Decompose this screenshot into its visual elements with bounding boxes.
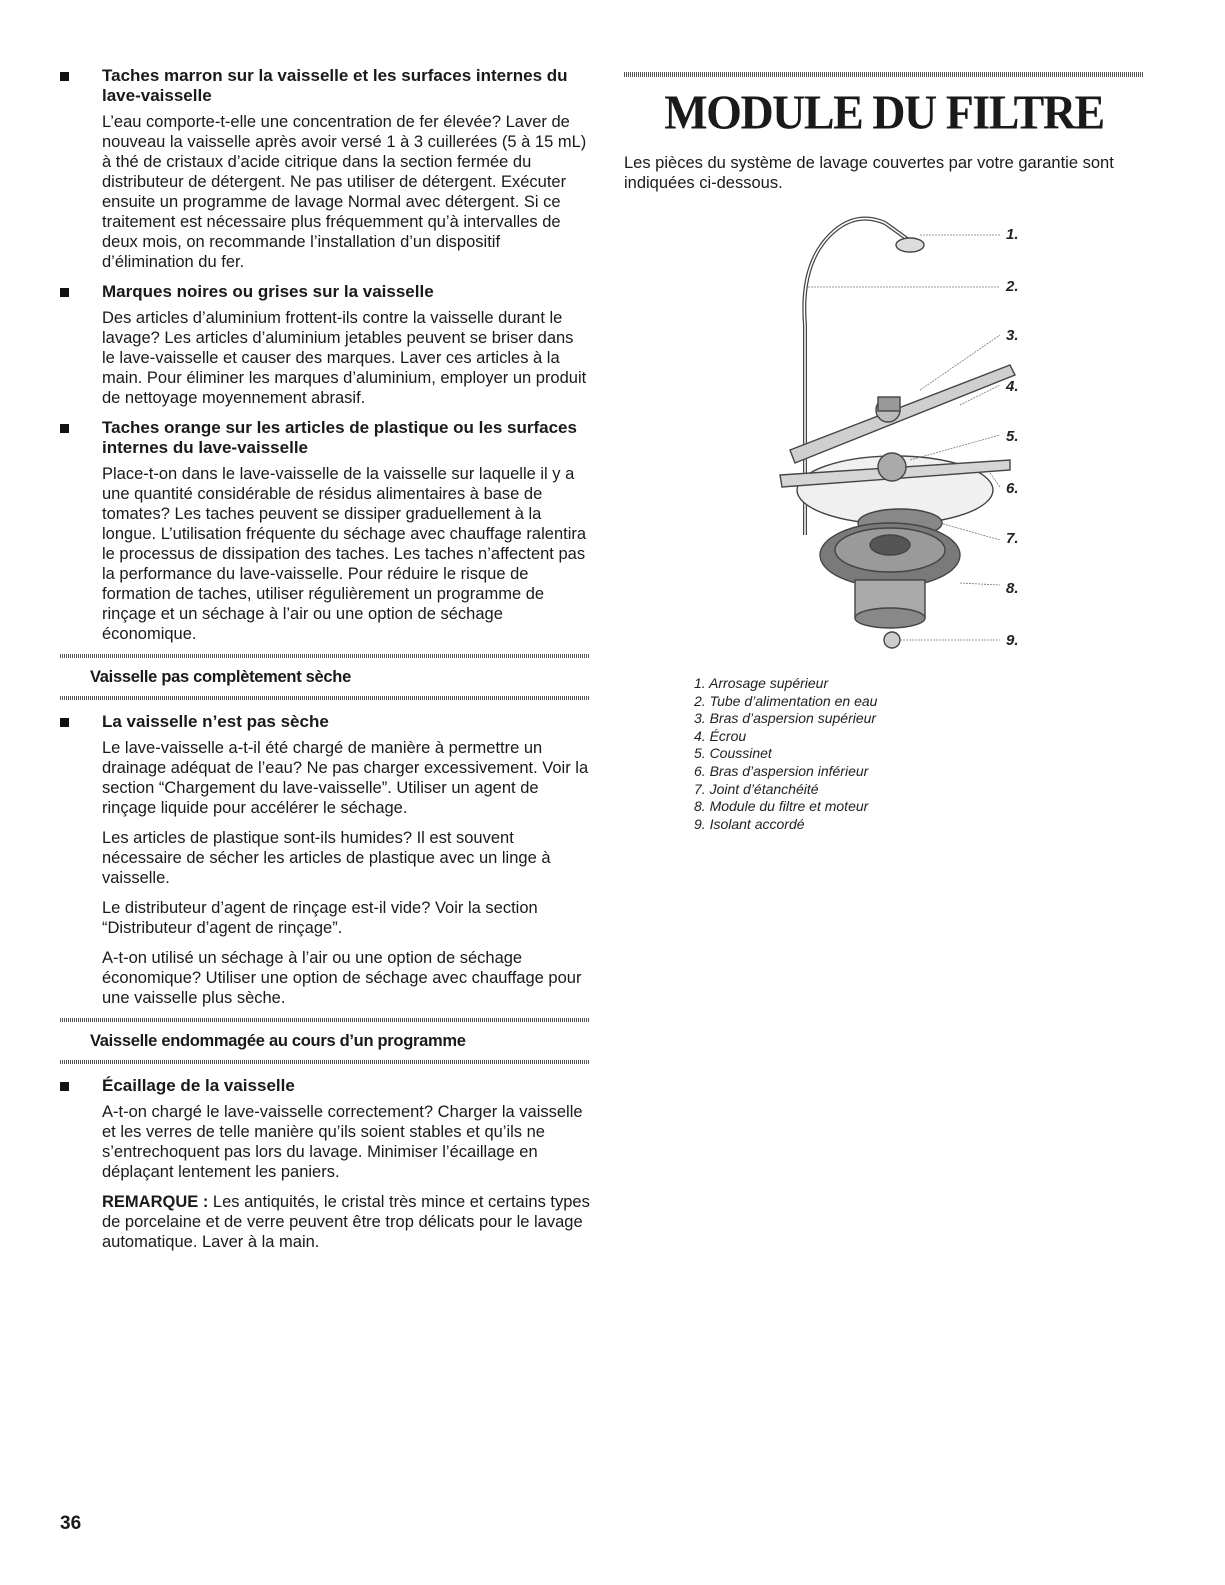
parts-list-item: 5. Coussinet — [694, 745, 772, 762]
item-title: Marques noires ou grises sur la vaisselle — [102, 282, 434, 301]
section-heading: Vaisselle endommagée au cours d’un programme — [90, 1032, 466, 1050]
parts-list-item: 1. Arrosage supérieur — [694, 675, 829, 691]
item-text: Place-t-on dans le lave-vaisselle de la vaisselle sur laquelle il y a une quantité considérable de résidus alimentaires à base de tomates? Les taches peuvent se dissiper graduellement à la longue. L’utilisation fréquente du séchage avec chauffage ralentira le processus de dissipation des taches. Les taches n’affectent pas la performance du lave-vaisselle. Pour réduire le risque de formation de taches, utiliser régulièrement un programme de rinçage et un séchage à l’air ou une option de séchage économique. — [102, 465, 587, 643]
item-title: Écaillage de la vaisselle — [102, 1076, 295, 1095]
item-text: L’eau comporte-t-elle une concentration de fer élevée? Laver de nouveau la vaisselle après avoir versé 1 à 3 cuillerées (5 à 15 mL) à thé de cristaux d’acide citrique dans la section fermée du distributeur de détergent. Ne pas utiliser de détergent. Exécuter ensuite un programme de lavage Normal avec détergent. Si ce traitement est nécessaire plus fréquemment qu’à intervalles de deux mois, on recommande l’installation d’un dispositif d’élimination du fer. — [102, 113, 587, 271]
item-text: A-t-on utilisé un séchage à l’air ou une option de séchage économique? Utiliser une option de séchage avec chauffage pour une vaisselle plus sèche. — [102, 949, 582, 1007]
note-label: REMARQUE : — [102, 1193, 209, 1211]
callout-label: 7. — [1006, 530, 1019, 547]
note-paragraph — [102, 1192, 590, 1252]
item-text: Le distributeur d’agent de rinçage est-il vide? Voir la section “Distributeur d’agent de rinçage”. — [102, 899, 538, 937]
title-divider — [624, 72, 1144, 77]
parts-list — [694, 675, 877, 833]
bullet-icon — [60, 718, 69, 727]
parts-list-item: 3. Bras d’aspersion supérieur — [694, 710, 877, 727]
filter-module-diagram — [760, 205, 1040, 655]
callout-label: 1. — [1006, 226, 1019, 243]
section-heading: Vaisselle pas complètement sèche — [90, 668, 351, 686]
left-column — [60, 66, 590, 1262]
troubleshoot-item-chipping — [60, 1076, 590, 1252]
note-text: Les antiquités, le cristal très mince et certains types de porcelaine et de verre peuvent être trop délicats pour le lavage automatique. Laver à la main. — [102, 1193, 590, 1251]
item-title: Taches marron sur la vaisselle et les surfaces internes du lave-vaisselle — [102, 66, 568, 105]
callout-label: 8. — [1006, 580, 1019, 597]
section-divider — [60, 1060, 590, 1064]
troubleshoot-item-orange-stains — [60, 418, 590, 644]
item-text: A-t-on chargé le lave-vaisselle correctement? Charger la vaisselle et les verres de telle manière qu’ils soient stables et qu’ils ne s’entrechoquent pas lors du lavage. Minimiser l’écaillage en déplaçant lentement les paniers. — [102, 1103, 583, 1181]
item-title: Taches orange sur les articles de plastique ou les surfaces internes du lave-vaisselle — [102, 418, 577, 457]
callout-label: 9. — [1006, 632, 1019, 649]
right-column — [624, 66, 1144, 193]
bullet-icon — [60, 424, 69, 433]
parts-list-item: 7. Joint d’étanchéité — [694, 780, 819, 797]
parts-list-item: 2. Tube d’alimentation en eau — [694, 692, 878, 709]
parts-list-item: 8. Module du filtre et moteur — [694, 798, 869, 815]
bullet-icon — [60, 1082, 69, 1091]
item-text: Les articles de plastique sont-ils humides? Il est souvent nécessaire de sécher les articles de plastique avec un linge à vaisselle. — [102, 829, 551, 887]
troubleshoot-item-not-dry — [60, 712, 590, 1008]
bullet-icon — [60, 72, 69, 81]
parts-list-item: 4. Écrou — [694, 727, 747, 744]
page-number: 36 — [60, 1513, 82, 1534]
item-text: Des articles d’aluminium frottent-ils contre la vaisselle durant le lavage? Les articles d’aluminium jetables peuvent se briser dans le lave-vaisselle et causer des marques. Laver ces articles à la main. Pour éliminer les marques d’aluminium, employer un produit de nettoyage moyennement abrasif. — [102, 309, 587, 407]
section-divider — [60, 696, 590, 700]
callout-label: 6. — [1006, 480, 1019, 497]
page-title: MODULE DU FILTRE — [664, 85, 1104, 140]
callout-label: 5. — [1006, 428, 1019, 445]
intro-text: Les pièces du système de lavage couvertes par votre garantie sont indiquées ci-dessous. — [624, 154, 1114, 192]
item-text: Le lave-vaisselle a-t-il été chargé de manière à permettre un drainage adéquat de l’eau? Ne pas charger excessivement. Voir la section “Chargement du lave-vaisselle”. Utiliser un agent de rinçage liquide pour accélérer le séchage. — [102, 739, 589, 817]
troubleshoot-item-black-marks — [60, 282, 590, 408]
callout-label: 4. — [1006, 378, 1019, 395]
troubleshoot-item-brown-stains — [60, 66, 590, 272]
bullet-icon — [60, 288, 69, 297]
callout-label: 3. — [1006, 327, 1019, 344]
item-title: La vaisselle n’est pas sèche — [102, 712, 329, 731]
callout-label: 2. — [1006, 278, 1019, 295]
parts-list-item: 6. Bras d’aspersion inférieur — [694, 762, 869, 779]
parts-list-item: 9. Isolant accordé — [694, 815, 805, 832]
